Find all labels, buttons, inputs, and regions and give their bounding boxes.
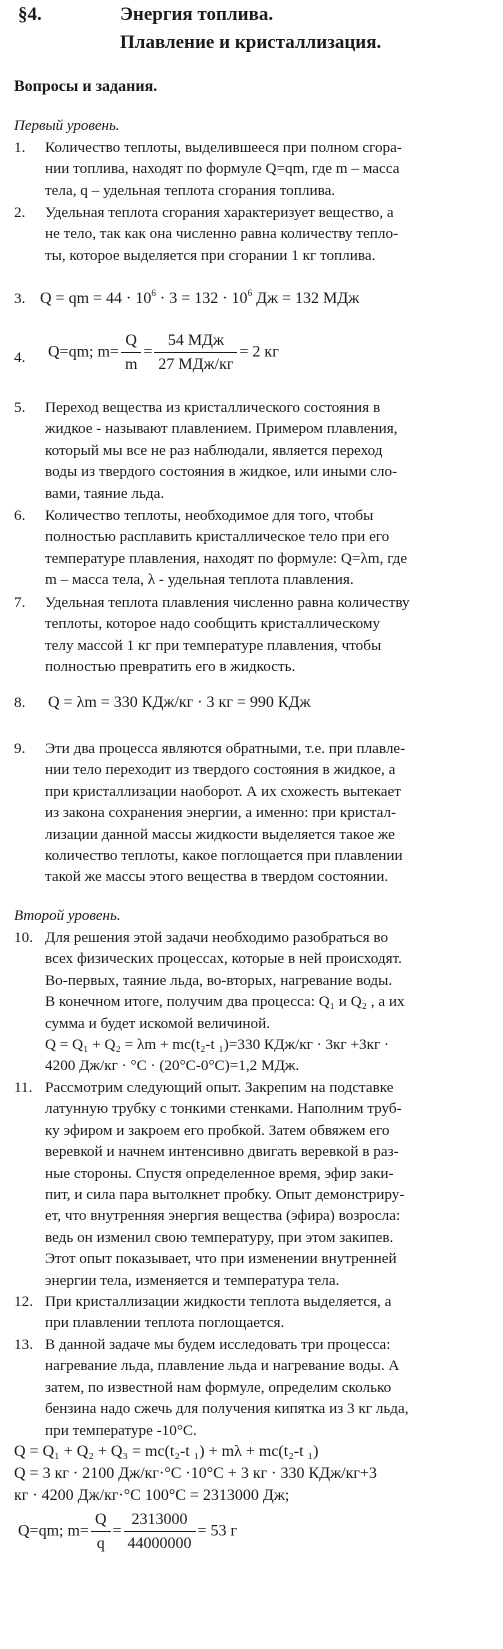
formula-13-calc: Q = 3 кг · 2100 Дж/кг·°С ·10°С + 3 кг · 330 КДж/кг+3 bbox=[14, 1465, 377, 1482]
formula-4: Q=qm; m= $\frac{Q}{m}$ = $\frac{\text{54 МДж}}{\text{27 МДж/кг}}$ = 2 кг bbox=[48, 330, 490, 376]
item-line: сумма и будет искомой величиной. bbox=[45, 1014, 271, 1032]
item-line: Переход вещества из кристаллического состояния в bbox=[45, 399, 381, 416]
item-line: количество теплоты, какое поглощается при плавлении bbox=[45, 847, 403, 865]
item-line: Количество теплоты, необходимое для того, чтобы bbox=[45, 507, 374, 524]
item-line: Количество теплоты, выделившееся при полном сгора- bbox=[45, 139, 402, 156]
answer-item-12 bbox=[14, 1291, 490, 1334]
item-line: при температуре -10°С. bbox=[45, 1421, 197, 1439]
item-line: Рассмотрим следующий опыт. Закрепим на подставке bbox=[45, 1079, 394, 1096]
answer-item-5 bbox=[14, 397, 490, 504]
item-line: не тело, так как она численно равна количеству тепло- bbox=[45, 225, 399, 243]
answer-item-7 bbox=[14, 592, 490, 678]
item-line: при кристаллизации наоборот. А их схожесть вытекает bbox=[45, 782, 401, 800]
item-line: Во-первых, таяние льда, во-вторых, нагревание воды. bbox=[45, 971, 393, 989]
answer-item-8 bbox=[14, 692, 490, 713]
item-line: Для решения этой задачи необходимо разобраться во bbox=[45, 929, 389, 946]
item-line: жидкое - называют плавлением. Примером плавления, bbox=[45, 420, 398, 438]
item-line: m – масса тела, λ - удельная теплота плавления. bbox=[45, 571, 354, 589]
item-line: всех физических процессах, которые в ней происходят. bbox=[45, 950, 402, 968]
item-line: При кристаллизации жидкости теплота выделяется, а bbox=[45, 1293, 392, 1310]
formula-3: Q = qm = $44 \cdot 10^6 \cdot 3 = 132 \cdot 10^6$ Дж = 132 МДж bbox=[40, 288, 360, 307]
item-line: тела, q – удельная теплота сгорания топлива. bbox=[45, 181, 336, 199]
item-line: нии топлива, находят по формуле Q=qm, где m – масса bbox=[45, 160, 400, 178]
item-line: телу массой 1 кг при температуре плавления, чтобы bbox=[45, 636, 382, 654]
item-line: Этот опыт показывает, что при изменении внутренней bbox=[45, 1250, 397, 1268]
formula-8: Q = λm = 330 КДж/кг · 3 кг = 990 КДж bbox=[48, 694, 311, 711]
item-number: 9. bbox=[14, 740, 26, 757]
item-line: нагревание льда, плавление льда и нагревание воды. А bbox=[45, 1357, 400, 1375]
item-number: 12. bbox=[14, 1293, 33, 1310]
item-number: 8. bbox=[14, 694, 26, 711]
section-title-line1: Энергия топлива. bbox=[120, 4, 274, 25]
fraction: $\frac{\text{54 МДж}}{\text{27 МДж/кг}}$ bbox=[154, 330, 237, 376]
fraction: $\frac{2313000}{44000000}$ bbox=[124, 1509, 196, 1555]
item-line: энергии тела, изменяется и температура тела. bbox=[45, 1271, 340, 1289]
item-number: 2. bbox=[14, 204, 26, 221]
item-line: из закона сохранения энергии, а именно: при кристал- bbox=[45, 804, 397, 822]
item-line: ты, которое выделяется при сгорании 1 кг топлива. bbox=[45, 246, 376, 264]
item-line: Q = Q₁ + Q₂ = λm + mc(t₂-t ₁)=330 КДж/кг · 3кг +3кг · bbox=[45, 1036, 390, 1054]
questions-heading: Вопросы и задания. bbox=[14, 78, 158, 95]
answer-item-2 bbox=[14, 202, 490, 266]
item-line: температуре плавления, находят по формуле: Q=λm, где bbox=[45, 549, 408, 567]
item-line: затем, по известной нам формуле, определим сколько bbox=[45, 1378, 392, 1396]
level2-label: Второй уровень. bbox=[14, 908, 121, 924]
item-number: 1. bbox=[14, 139, 26, 156]
item-number: 7. bbox=[14, 594, 26, 611]
item-number: 3. bbox=[14, 290, 26, 307]
answer-item-9 bbox=[14, 738, 490, 888]
item-line: Удельная теплота сгорания характеризует вещество, а bbox=[45, 204, 394, 221]
formula-13-sum: Q = Q₁ + Q₂ + Q₃ = mc(t₂-t ₁) + mλ + mc(t₂-t ₁) bbox=[14, 1443, 319, 1460]
item-line: вами, таяние льда. bbox=[45, 484, 165, 502]
item-line: такой же массы этого вещества в твердом состоянии. bbox=[45, 868, 389, 886]
item-number: 13. bbox=[14, 1336, 33, 1353]
answer-item-4 bbox=[14, 330, 490, 376]
item-line: воды из твердого состояния в жидкое, или иными сло- bbox=[45, 463, 398, 481]
fraction: $\frac{Q}{q}$ bbox=[91, 1509, 111, 1555]
item-line: Удельная теплота плавления численно равна количеству bbox=[45, 594, 410, 611]
formula-13-mass: Q=qm; m= $\frac{Q}{q}$ = $\frac{2313000}{44000000}$ = 53 г bbox=[18, 1509, 237, 1555]
item-line: который мы все не раз наблюдали, является переход bbox=[45, 441, 383, 459]
item-number: 4. bbox=[14, 349, 26, 366]
item-line: Эти два процесса являются обратными, т.е. при плавле- bbox=[45, 740, 406, 757]
item-number: 5. bbox=[14, 399, 26, 416]
answer-item-10 bbox=[14, 927, 490, 1077]
answer-item-1 bbox=[14, 137, 490, 201]
item-line: латунную трубку с тонкими стенками. Наполним труб- bbox=[45, 1100, 402, 1118]
fraction: $\frac{Q}{m}$ bbox=[121, 330, 141, 376]
section-title-line2: Плавление и кристаллизация. bbox=[120, 32, 382, 53]
item-number: 10. bbox=[14, 929, 33, 946]
section-number: §4. bbox=[18, 4, 42, 25]
item-line: бензина надо сжечь для получения кипятка из 3 кг льда, bbox=[45, 1400, 409, 1418]
answer-item-13 bbox=[14, 1334, 490, 1441]
item-number: 6. bbox=[14, 507, 26, 524]
item-line: пит, и сила пара вытолкнет пробку. Опыт демонстриру- bbox=[45, 1186, 405, 1204]
level1-label: Первый уровень. bbox=[14, 118, 120, 134]
item-line: лизации данной массы жидкости выделяется такое же bbox=[45, 825, 395, 843]
item-line: ведь он изменил свою температуру, при этом закипев. bbox=[45, 1228, 394, 1246]
item-line: ные стороны. Спустя определенное время, эфир заки- bbox=[45, 1164, 394, 1182]
item-line: В конечном итоге, получим два процесса: Q₁ и Q₂ , а их bbox=[45, 993, 405, 1011]
item-line: при плавлении теплота поглощается. bbox=[45, 1314, 285, 1332]
item-line: веревкой и начнем интенсивно двигать веревкой в раз- bbox=[45, 1143, 399, 1161]
item-line: 4200 Дж/кг · °С · (20°С-0°С)=1,2 МДж. bbox=[45, 1057, 300, 1075]
item-line: теплоты, которое надо сообщить кристаллическому bbox=[45, 615, 381, 633]
item-line: В данной задаче мы будем исследовать три процесса: bbox=[45, 1336, 391, 1353]
item-line: ет, что внутренняя энергия вещества (эфира) возросла: bbox=[45, 1207, 401, 1225]
answer-item-6 bbox=[14, 505, 490, 591]
item-line: полностью превратить его в жидкость. bbox=[45, 658, 296, 676]
formula-13-calc-cont: кг · 4200 Дж/кг·°С 100°С = 2313000 Дж; bbox=[14, 1487, 290, 1504]
answer-item-11 bbox=[14, 1077, 490, 1291]
answer-item-3 bbox=[14, 288, 490, 309]
item-line: ку эфиром и закроем его пробкой. Затем обвяжем его bbox=[45, 1121, 390, 1139]
item-line: нии тело переходит из твердого состояния в жидкое, а bbox=[45, 761, 396, 779]
item-line: полностью расплавить кристаллическое тело при его bbox=[45, 528, 390, 546]
item-number: 11. bbox=[14, 1079, 33, 1096]
